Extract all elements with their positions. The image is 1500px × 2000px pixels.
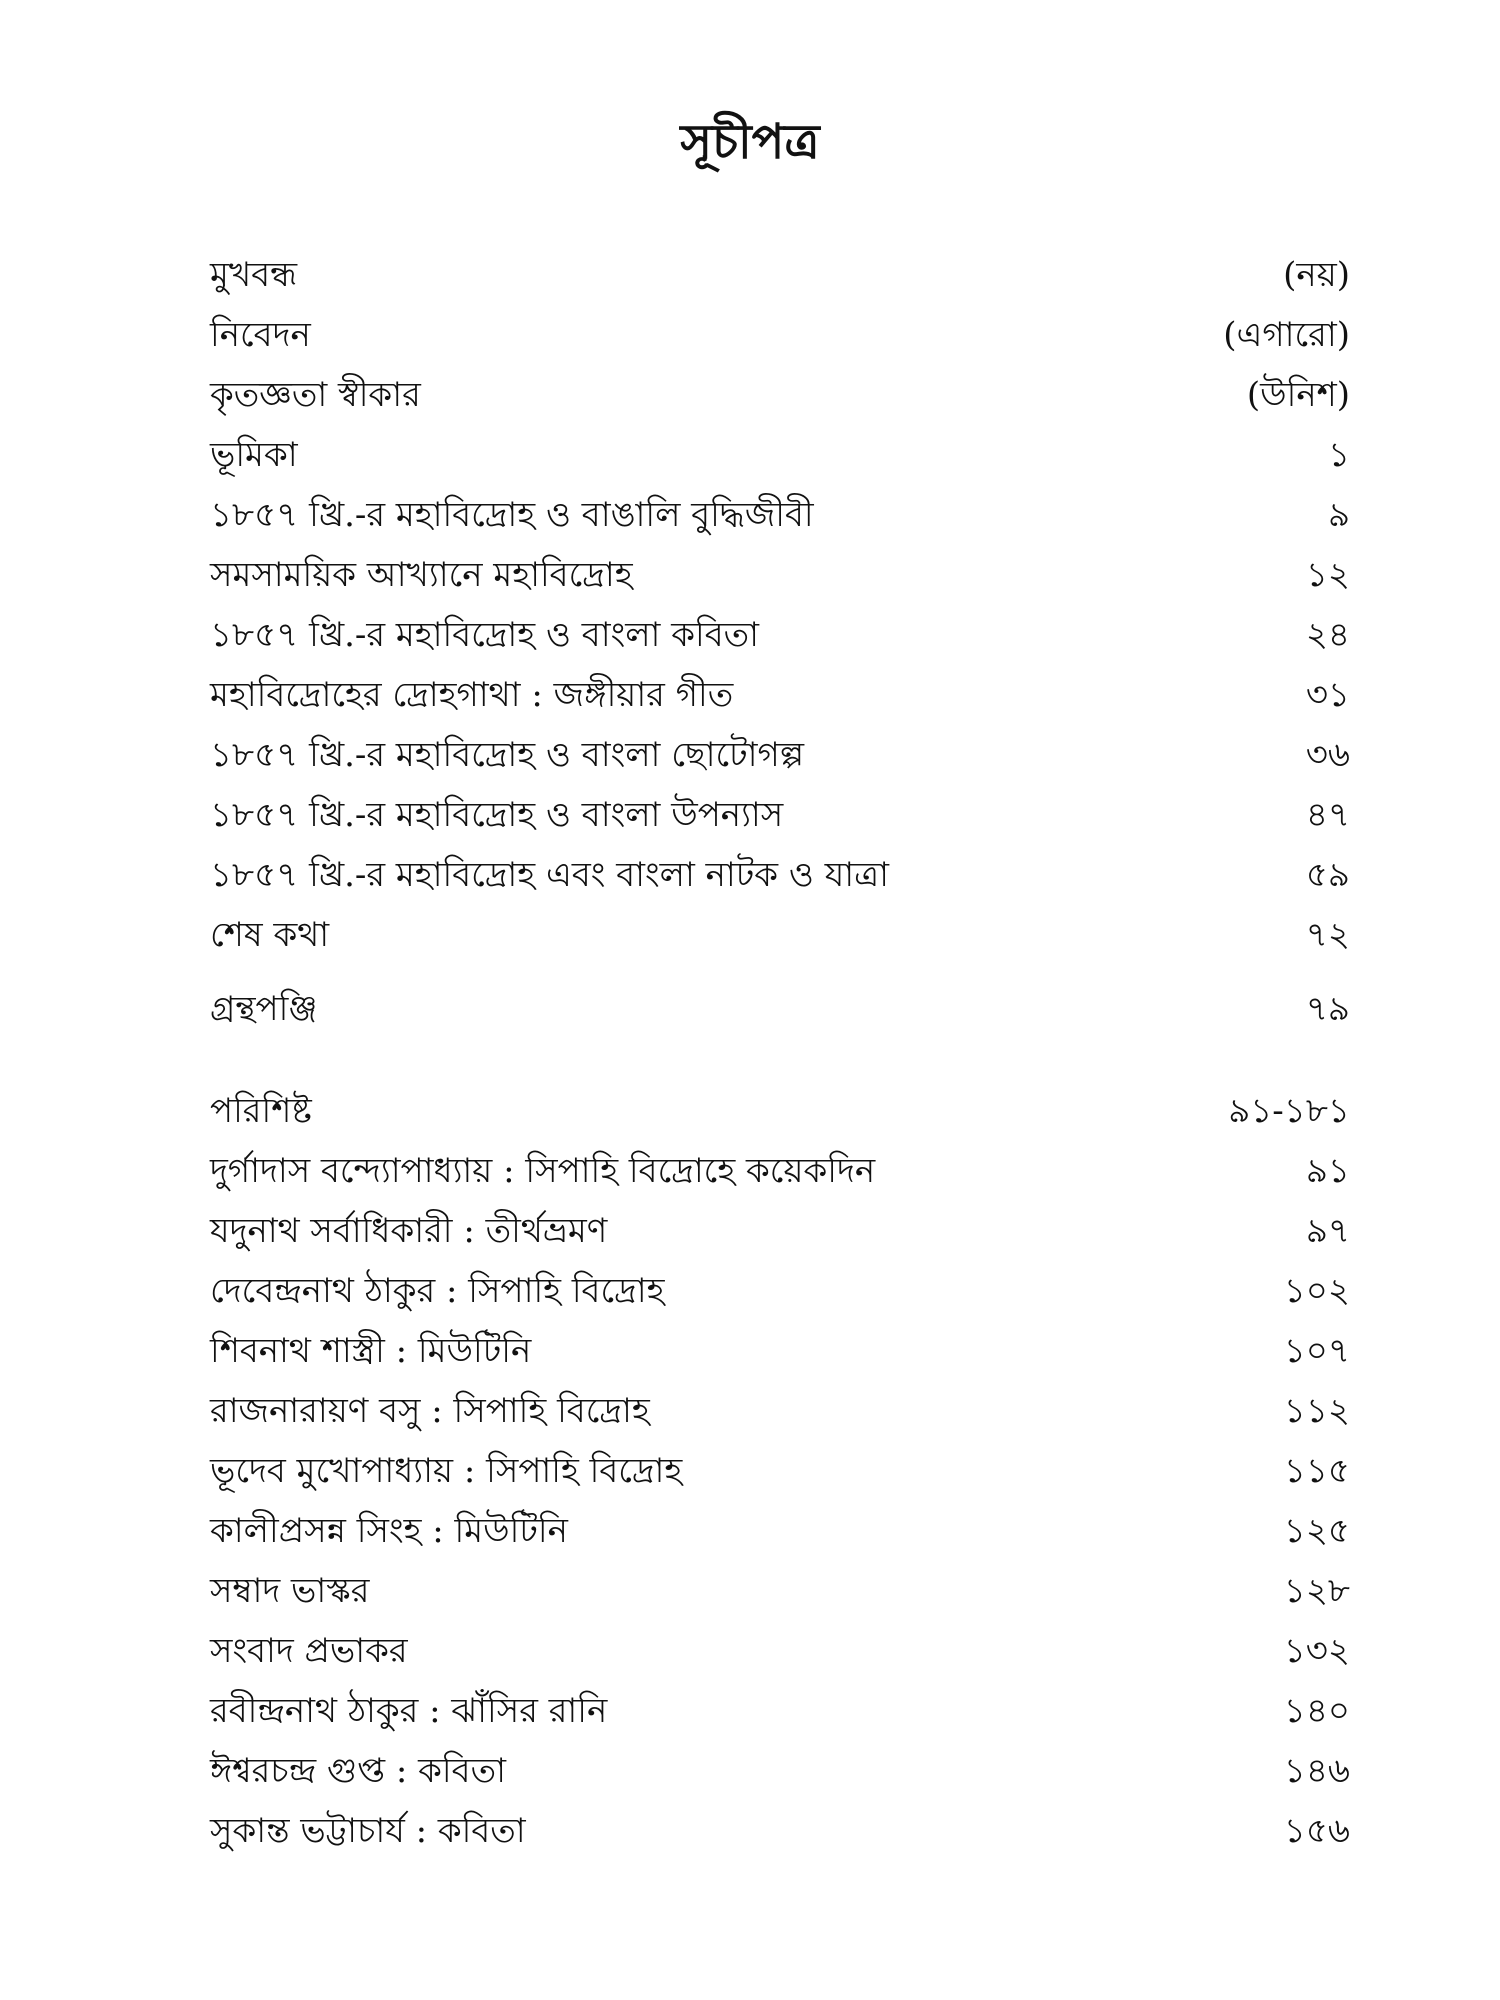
appendix-entry-page: ১৪০ (1283, 1691, 1350, 1731)
spacer (210, 1039, 1350, 1081)
page-title: সূচীপত্র (680, 114, 820, 170)
toc-entry-page: ১ (1327, 435, 1350, 475)
toc-entry-acknowledgement (210, 365, 1350, 425)
appendix-entry-page: ১১২ (1283, 1391, 1350, 1431)
toc-entry-page: ৩৬ (1305, 735, 1350, 775)
appendix-entry-shibnath (210, 1321, 1350, 1381)
appendix-entry-label: দুর্গাদাস বন্দ্যোপাধ্যায় : সিপাহি বিদ্রোহে কয়েকদিন (210, 1151, 876, 1191)
appendix-entry-debendranath (210, 1261, 1350, 1321)
toc-entry-label: ১৮৫৭ খ্রি.-র মহাবিদ্রোহ ও বাংলা ছোটোগল্প (210, 735, 805, 775)
toc-entry-page: (এগারো) (1223, 315, 1350, 355)
appendix-entry-bhudev (210, 1441, 1350, 1501)
toc-entry-label: ভূমিকা (210, 435, 298, 475)
appendix-entry-kaliprasanna (210, 1501, 1350, 1561)
toc-entry-poetry (210, 605, 1350, 665)
toc-entry-mukhabandha (210, 245, 1350, 305)
appendix-entry-rabindranath (210, 1681, 1350, 1741)
toc-entry-page: ৩১ (1305, 675, 1350, 715)
appendix-entry-sambad-bhaskar (210, 1561, 1350, 1621)
toc-entry-drama (210, 845, 1350, 905)
toc-entry-ballads (210, 665, 1350, 725)
toc-entry-page: ৭২ (1305, 915, 1350, 955)
appendix-entry-page: ১২৮ (1283, 1571, 1350, 1611)
toc-entry-intellectuals (210, 485, 1350, 545)
appendix-entry-page: ১২৫ (1283, 1511, 1350, 1551)
toc-entry-bibliography (210, 979, 1350, 1039)
toc-entry-label: গ্রন্থপঞ্জি (210, 989, 318, 1029)
toc-entry-introduction (210, 425, 1350, 485)
toc-entry-page: ৭৯ (1305, 989, 1350, 1029)
spacer (210, 965, 1350, 979)
toc-entry-page: ৫৯ (1305, 855, 1350, 895)
toc-entry-label: ১৮৫৭ খ্রি.-র মহাবিদ্রোহ ও বাংলা উপন্যাস (210, 795, 784, 835)
toc-appendix-heading (210, 1081, 1350, 1141)
toc-entry-label: শেষ কথা (210, 915, 330, 955)
toc-entry-label: নিবেদন (210, 315, 311, 355)
appendix-entry-label: যদুনাথ সর্বাধিকারী : তীর্থভ্রমণ (210, 1211, 608, 1251)
toc-entry-page: (নয়) (1283, 255, 1350, 295)
toc-entry-label: ১৮৫৭ খ্রি.-র মহাবিদ্রোহ ও বাংলা কবিতা (210, 615, 760, 655)
appendix-entry-label: সংবাদ প্রভাকর (210, 1631, 408, 1671)
appendix-entry-page: ৯৭ (1305, 1211, 1350, 1251)
toc-entry-short-stories (210, 725, 1350, 785)
toc-entry-label: কৃতজ্ঞতা স্বীকার (210, 375, 421, 415)
appendix-entry-label: ভূদেব মুখোপাধ্যায় : সিপাহি বিদ্রোহ (210, 1451, 683, 1491)
appendix-page-range: ৯১-১৮১ (1228, 1091, 1350, 1131)
appendix-entry-page: ১৪৬ (1283, 1751, 1350, 1791)
toc-entry-label: মহাবিদ্রোহের দ্রোহগাথা : জঙ্গীয়ার গীত (210, 675, 734, 715)
appendix-entry-label: দেবেন্দ্রনাথ ঠাকুর : সিপাহি বিদ্রোহ (210, 1271, 665, 1311)
toc-entry-page: (উনিশ) (1246, 375, 1350, 415)
appendix-label: পরিশিষ্ট (210, 1091, 312, 1131)
toc-entry-contemporary-narratives (210, 545, 1350, 605)
appendix-entry-durgadas (210, 1141, 1350, 1201)
appendix-entry-label: সম্বাদ ভাস্কর (210, 1571, 370, 1611)
toc-entry-label: মুখবন্ধ (210, 255, 298, 295)
appendix-entry-sukanta (210, 1801, 1350, 1861)
toc-entry-label: ১৮৫৭ খ্রি.-র মহাবিদ্রোহ ও বাঙালি বুদ্ধিজীবী (210, 495, 814, 535)
appendix-entry-jadunath (210, 1201, 1350, 1261)
appendix-entry-page: ১০৭ (1283, 1331, 1350, 1371)
appendix-entry-ishwarchandra (210, 1741, 1350, 1801)
toc-entry-conclusion (210, 905, 1350, 965)
toc-entry-novels (210, 785, 1350, 845)
appendix-entry-sambad-prabhakar (210, 1621, 1350, 1681)
appendix-entry-label: কালীপ্রসন্ন সিংহ : মিউটিনি (210, 1511, 568, 1551)
toc-entry-label: সমসাময়িক আখ্যানে মহাবিদ্রোহ (210, 555, 633, 595)
toc-entry-page: ১২ (1305, 555, 1350, 595)
appendix-entry-label: সুকান্ত ভট্টাচার্য : কবিতা (210, 1811, 526, 1851)
appendix-entry-page: ১০২ (1283, 1271, 1350, 1311)
toc-entry-page: ৪৭ (1305, 795, 1350, 835)
appendix-entry-label: ঈশ্বরচন্দ্র গুপ্ত : কবিতা (210, 1751, 506, 1791)
toc-entry-nibedan (210, 305, 1350, 365)
toc-entry-page: ৯ (1327, 495, 1350, 535)
appendix-entry-page: ৯১ (1305, 1151, 1350, 1191)
appendix-entry-page: ১৩২ (1283, 1631, 1350, 1671)
appendix-entry-label: রবীন্দ্রনাথ ঠাকুর : ঝাঁসির রানি (210, 1691, 608, 1731)
appendix-entry-page: ১৫৬ (1283, 1811, 1350, 1851)
toc-entry-page: ২৪ (1305, 615, 1350, 655)
appendix-entry-label: রাজনারায়ণ বসু : সিপাহি বিদ্রোহ (210, 1391, 650, 1431)
appendix-entry-page: ১১৫ (1283, 1451, 1350, 1491)
appendix-entry-rajnarayan (210, 1381, 1350, 1441)
toc-entry-label: ১৮৫৭ খ্রি.-র মহাবিদ্রোহ এবং বাংলা নাটক ও যাত্রা (210, 855, 890, 895)
table-of-contents (210, 245, 1350, 1861)
appendix-entry-label: শিবনাথ শাস্ত্রী : মিউটিনি (210, 1331, 532, 1371)
